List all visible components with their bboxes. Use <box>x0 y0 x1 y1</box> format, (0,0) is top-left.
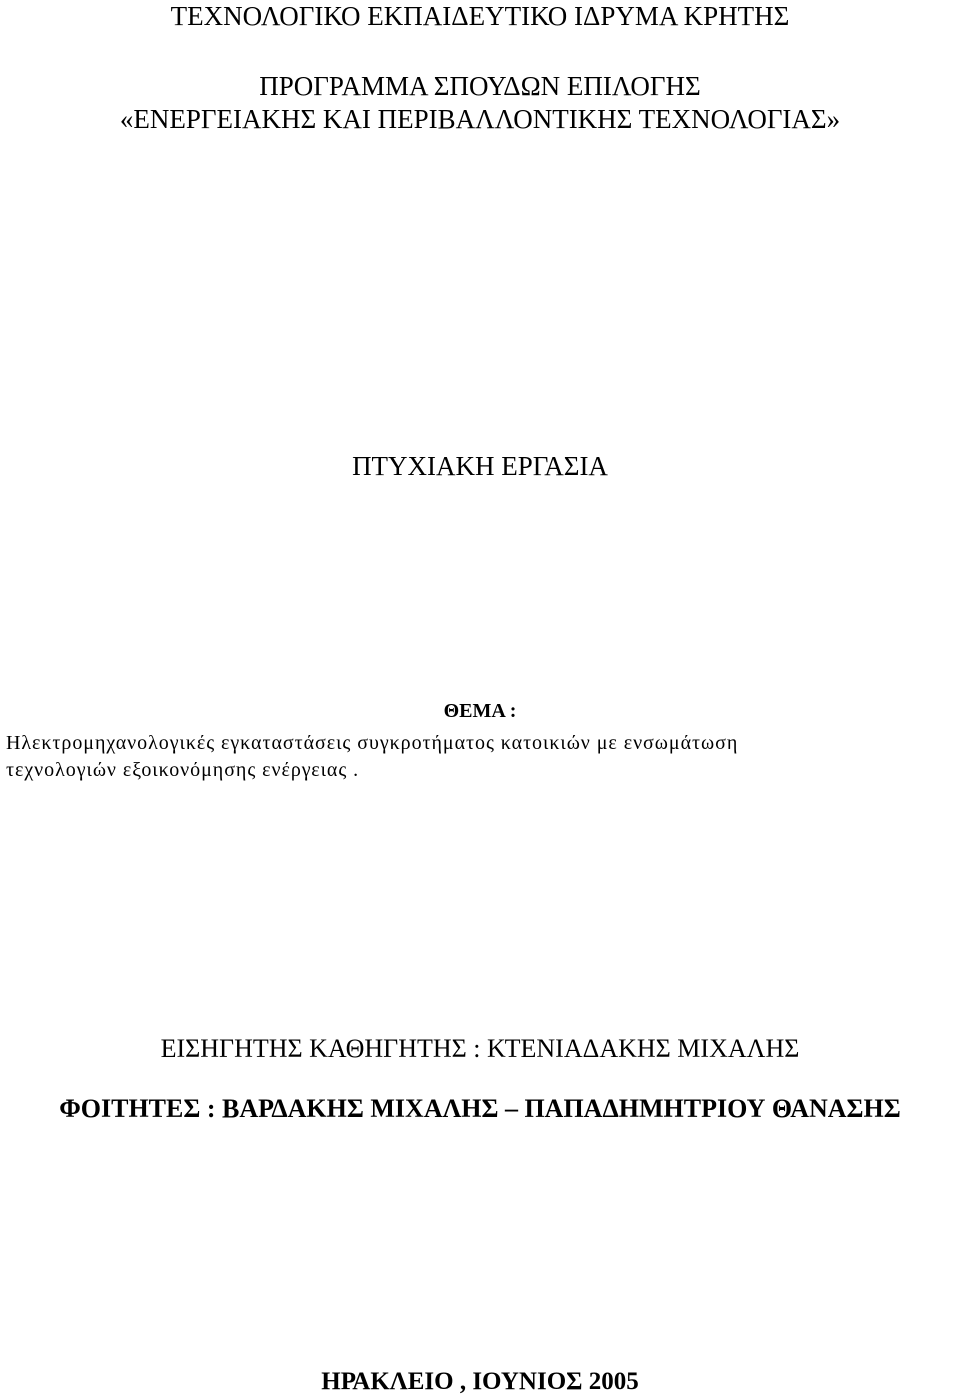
program-title-line-2: «ΕΝΕΡΓΕΙΑΚΗΣ ΚΑΙ ΠΕΡΙΒΑΛΛΟΝΤΙΚΗΣ ΤΕΧΝΟΛΟΓΙΑΣ» <box>119 104 841 134</box>
subject-text-line-2: τεχνολογιών εξοικονόμησης ενέργειας . <box>6 759 360 781</box>
place-date: ΗΡΑΚΛΕΙΟ , ΙΟΥΝΙΟΣ 2005 <box>321 1368 639 1395</box>
institution-title: ΤΕΧΝΟΛΟΓΙΚΟ ΕΚΠΑΙΔΕΥΤΙΚΟ ΙΔΡΥΜΑ ΚΡΗΤΗΣ <box>170 1 790 31</box>
supervisor-credit: ΕΙΣΗΓΗΤΗΣ ΚΑΘΗΓΗΤΗΣ : ΚΤΕΝΙΑΔΑΚΗΣ ΜΙΧΑΛΗΣ <box>160 1034 800 1063</box>
document-type: ΠΤΥΧΙΑΚΗ ΕΡΓΑΣΙΑ <box>352 451 608 481</box>
students-credit: ΦΟΙΤΗΤΕΣ : ΒΑΡΔΑΚΗΣ ΜΙΧΑΛΗΣ – ΠΑΠΑΔΗΜΗΤΡΙΟΥ ΘΑΝΑΣΗΣ <box>59 1094 901 1123</box>
subject-label: ΘΕΜΑ : <box>443 700 517 722</box>
program-title-line-1: ΠΡΟΓΡΑΜΜΑ ΣΠΟΥΔΩΝ ΕΠΙΛΟΓΗΣ <box>259 71 701 101</box>
subject-text-line-1: Ηλεκτρομηχανολογικές εγκαταστάσεις συγκροτήματος κατοικιών με ενσωμάτωση <box>6 732 739 754</box>
